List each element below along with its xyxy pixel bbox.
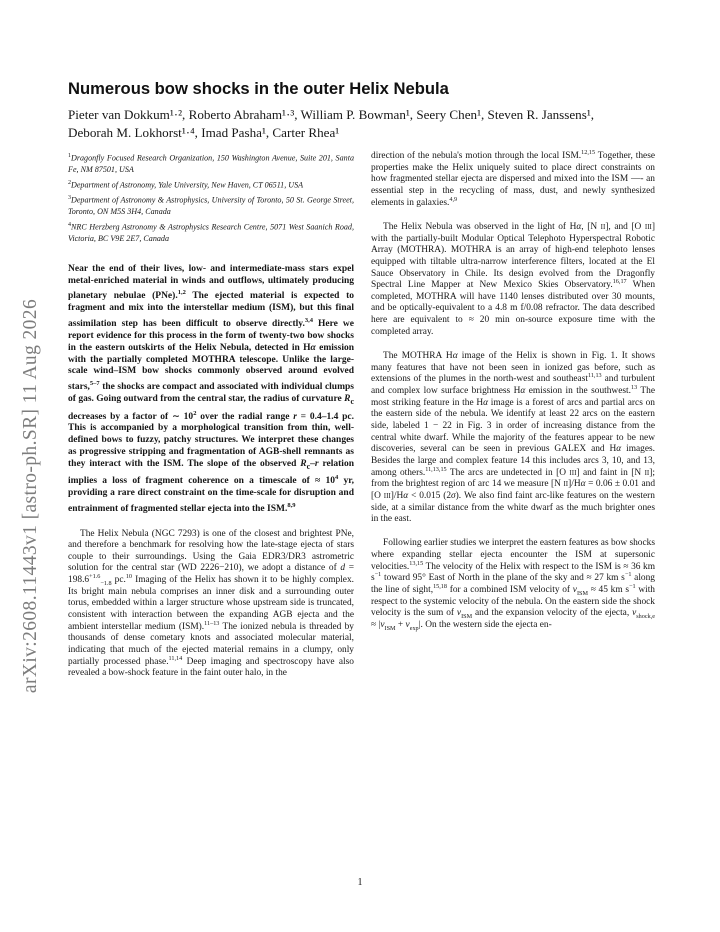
paper-title: Numerous bow shocks in the outer Helix Nebula [68,79,449,98]
affiliation-number: 3 [68,195,71,202]
body-paragraph: direction of the nebula's motion through the local ISM.$^{12,15}$ Together, these properties make the Helix uniquely suited to place direct constraints on how fragmented stellar ejecta are dispersed and mixed into the ISM —- an essential step in the recycling of mass, dust, and newly synthesized elements in galaxies.$^{4,9}$ [371,148,656,208]
affiliation-text: Dragonfly Focused Research Organization, 150 Washington Avenue, Suite 201, Santa Fe, NM 87501, USA [68,153,354,174]
affiliation-number: 4 [68,221,71,228]
paragraph-gap [371,338,655,351]
body-paragraph: The Helix Nebula was observed in the light of Hα, [N ii], and [O iii] with the partially-built Modular Optical Telephoto Hyperspectral Robotic Array (MOTHRA). MOTHRA is an array of high-end telephoto lenses equipped with tiltable ultra-narrow interference filters, located at the El Sauce Observatory in Chile. Its design evolved from the Dragonfly Spectral Line Mapper at New Mexico Skies Observatory.$^{16,17}$ When completed, MOTHRA will have 1140 lenses distributed over 30 mounts, and be optically-equivalent to a 4.8 m f/0.08 refractor. The data described here are equivalent to ≈ 20 min on-source exposure time with the completed array. [371,221,656,337]
affiliation-number: 2 [68,179,71,186]
affiliation-text: Department of Astronomy, Yale University, New Haven, CT 06511, USA [71,180,304,190]
affiliation [68,193,354,217]
paragraph-gap [371,209,655,222]
body-paragraph: The MOTHRA Hα image of the Helix is shown in Fig. 1. It shows many features that have not been seen in ionized gas before, such as extensions of the plumes in the north-west and southeast$^{11,13}$ and turbulent and complex low surface brightness Hα emission in the southwest.$^{13}$ The most striking feature in the Hα image is a forest of arcs and partial arcs on the eastern side of the nebula. We identify at least 22 arcs on the eastern side, labeled 1 − 22 in Fig. 3 in order of increasing distance from the central white dwarf. While the majority of the features appear to be new discoveries, several can be seen in previous GALEX and Hα images. Besides the large and complex feature 14 this includes arcs 3, 10, and 13, among others.$^{11,13,15}$ The arcs are undetected in [O iii] and faint in [N ii]; from the brightest region of arc 14 we measure [N ii]/Hα = 0.06 ± 0.01 and [O iii]/Hα < 0.015 (2σ). We also find faint arc-like features on the western side, at a similar distance from the white dwarf as the much brighter ones in the east. [371,351,656,525]
affiliation [68,151,354,175]
paragraph-gap [371,526,655,539]
affiliation [68,220,354,244]
arxiv-identifier-text: arXiv:2608.11443v1 [astro-ph.SR] 11 Aug 2026 [20,298,41,694]
affiliations [68,151,354,244]
author-line-2: Deborah M. Lokhorst¹·⁴, Imad Pasha¹, Carter Rhea¹ [68,124,340,140]
affiliation-text: Department of Astronomy & Astrophysics, University of Toronto, 50 St. George Street, Toronto, ON M5S 3H4, Canada [68,195,354,217]
author-list [68,106,664,141]
right-column [371,148,656,632]
author-line-1: Pieter van Dokkum¹·², Roberto Abraham¹·³, William P. Bowman¹, Seery Chen¹, Steven R. Janssens¹, [68,107,595,122]
left-column [68,151,354,680]
abstract: Near the end of their lives, low- and intermediate-mass stars expel metal-enriched material in winds and outflows, ultimately producing planetary nebulae (PNe).$^{1,2}$ The ejected material is expected to fragment and mix into the interstellar medium (ISM), but this final assimilation step has been difficult to observe directly.$^{3,4}$ Here we report evidence for this process in the form of twenty-two bow shocks in the eastern outskirts of the Helix Nebula, detected in Hα emission with the partially completed MOTHRA telescope. Unlike the large-scale wind–ISM bow shocks commonly observed around evolved stars,$^{5-7}$ the shocks are compact and associated with individual clumps of gas. Going outward from the central star, the radius of curvature $R_c$ decreases by a factor of ∼ $10^2$ over the radial range r = 0.4–1.4 pc. This is accompanied by a morphological transition from thin, well-defined bows to fuzzy, patchy structures. We interpret these changes as progressive stripping and fragmentation of AGB-shell remnants as they interact with the ISM. The slope of the observed $R_c-r$ relation implies a loss of fragment coherence on a timescale of ≈ $10^4$ yr, providing a rare direct constraint on the time-scale for disruption and entrainment of fragmented stellar ejecta into the ISM.$^{8,9}$ [68,263,355,515]
affiliation-text: NRC Herzberg Astronomy & Astrophysics Research Centre, 5071 West Saanich Road, Victoria, BC V9E 2E7, Canada [68,222,354,243]
paragraph-gap [68,516,354,529]
page-number: 1 [357,877,363,888]
affiliation [68,178,354,191]
body-paragraph: The Helix Nebula (NGC 7293) is one of the closest and brightest PNe, and therefore a benchmark for resolving how the late-stage ejecta of stars couple to their surroundings. Using the Gaia EDR3/DR3 astrometric solution for the central star (WD 2226−210), we adopt a distance of $d = 198.6^{+1.6}_{-1.8}$ pc.$^{10}$ Imaging of the Helix has shown it to be highly complex. Its bright main nebula comprises an inner disk and a surrounding outer torus, embedded within a larger structure whose upstream side is truncated, consistent with interaction between the expanding AGB ejecta and the ambient interstellar medium (ISM).$^{11-13}$ The ionized nebula is threaded by thousands of dense cometary knots and associated molecular material, indicating that much of the ejected material remains in a clumpy, only partially processed phase.$^{11,14}$ Deep imaging and spectroscopy have also revealed a bow-shock feature in the faint outer halo, in the [68,528,354,679]
body-paragraph: Following earlier studies we interpret the eastern features as bow shocks where expanding stellar ejecta encounter the ISM at supersonic velocities.$^{13,15}$ The velocity of the Helix with respect to the ISM is ≈ 36 km $s^{-1}$ toward 95° East of North in the plane of the sky and ≈ 27 km $s^{-1}$ along the line of sight,$^{15,18}$ for a combined ISM velocity of $v_{ISM} \approx 45$ km $s^{-1}$ with respect to the systemic velocity of the nebula. On the eastern side the shock velocity is the sum of $v_{ISM}$ and the expansion velocity of the ejecta, $v_{shock,e} \approx |v_{ISM} + v_{exp}|$. On the western side the ejecta en- [371,538,655,632]
affiliation-number: 1 [68,153,71,159]
arxiv-identifier [4,298,58,694]
